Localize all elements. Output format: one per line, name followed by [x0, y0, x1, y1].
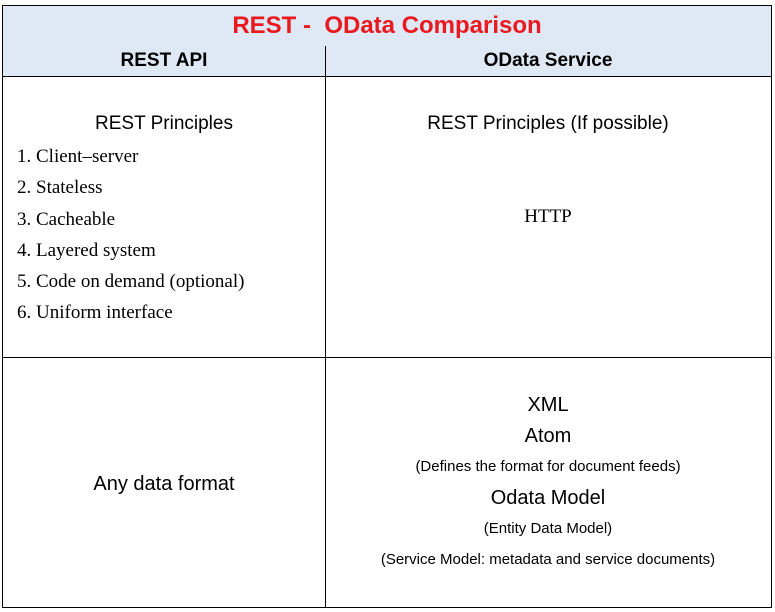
odata-protocol: HTTP: [524, 206, 572, 227]
format-xml: XML: [527, 394, 569, 416]
list-item: 5. Code on demand (optional): [17, 271, 245, 293]
header-odata-service: OData Service: [483, 50, 613, 71]
list-item: 4. Layered system: [17, 239, 156, 261]
table-title: REST - OData Comparison: [232, 12, 542, 39]
format-atom: Atom: [524, 425, 572, 447]
format-model-note-service: (Service Model: metadata and service documents): [380, 551, 716, 568]
header-rest-api: REST API: [3, 46, 326, 76]
format-atom-note: (Defines the format for document feeds): [415, 458, 681, 475]
format-odata-model: Odata Model: [490, 487, 606, 509]
list-item: 6. Uniform interface: [17, 302, 173, 324]
row-divider: [3, 357, 771, 358]
odata-principles-heading: REST Principles (If possible): [427, 113, 669, 134]
list-item: 3. Cacheable: [17, 208, 116, 230]
format-model-note-entity: (Entity Data Model): [483, 520, 613, 537]
table-title-row: [3, 6, 771, 47]
rest-principles-list: [17, 145, 244, 333]
list-item: 2. Stateless: [17, 177, 103, 199]
list-item: 1. Client–server: [17, 146, 139, 167]
rest-data-format: Any data format: [93, 473, 235, 495]
column-header-row: [3, 46, 771, 77]
rest-principles-heading: REST Principles: [95, 113, 233, 134]
comparison-table: [2, 5, 772, 608]
